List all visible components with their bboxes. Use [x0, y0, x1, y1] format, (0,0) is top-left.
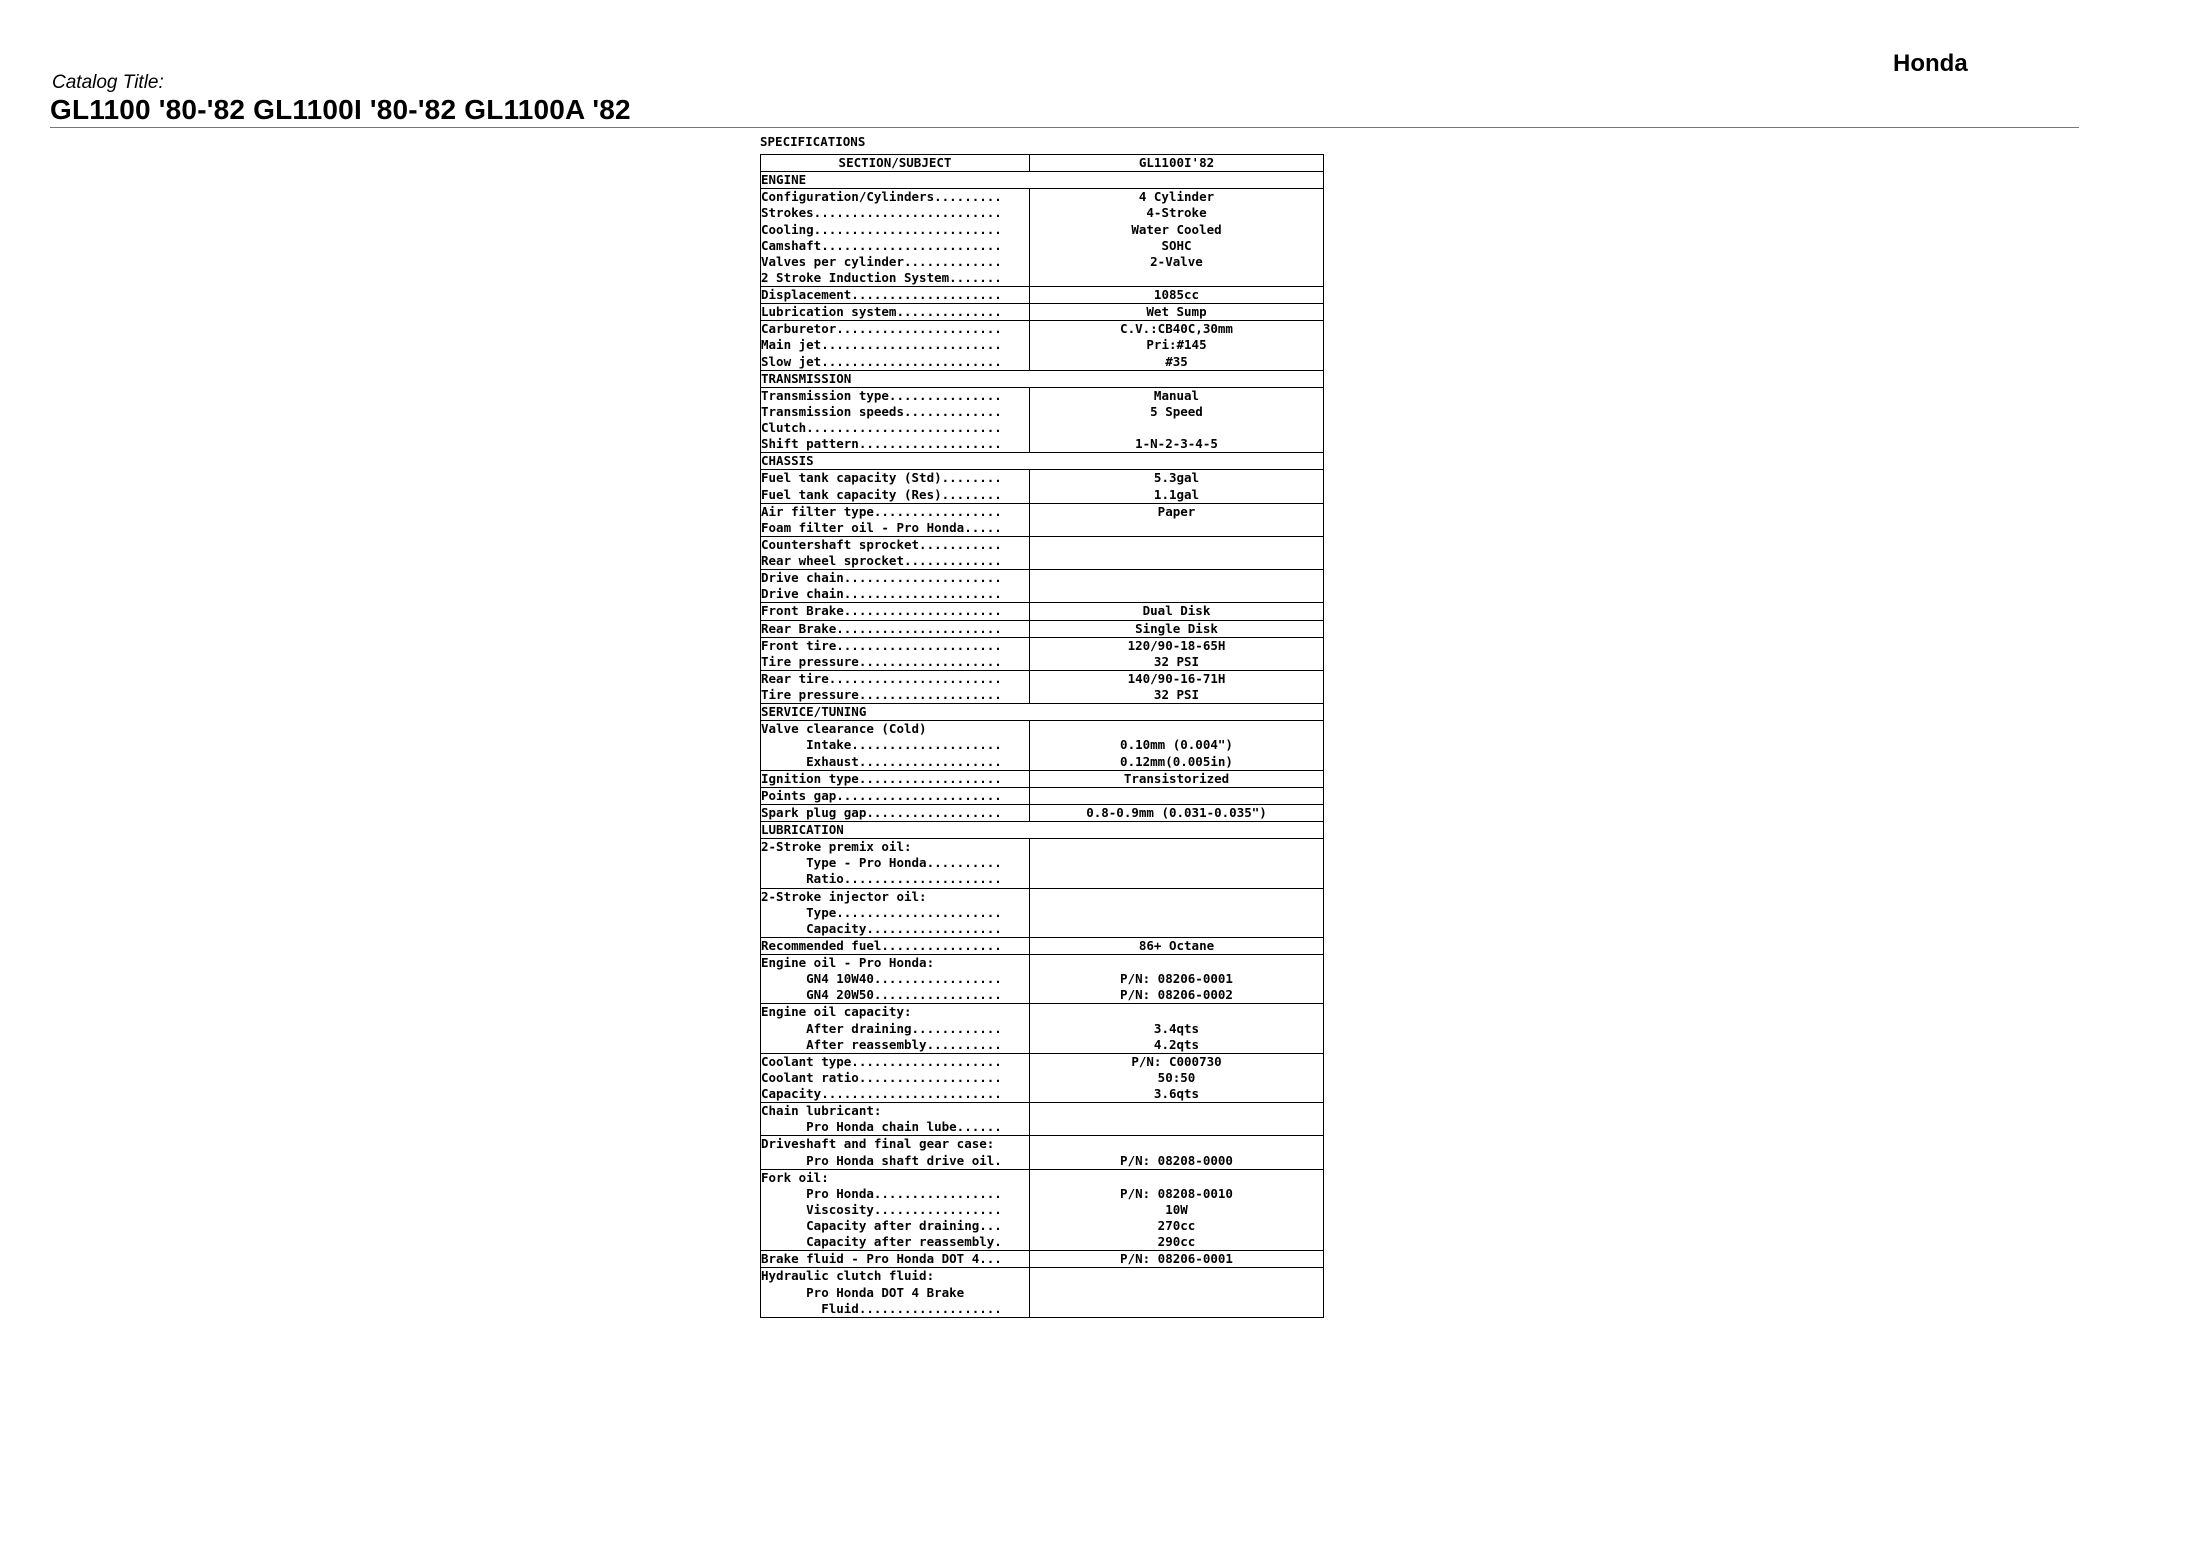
table-row [761, 287, 1324, 304]
table-row [761, 1136, 1324, 1153]
spec-label: Valve clearance (Cold) [761, 721, 1030, 738]
table-row [761, 404, 1324, 420]
spec-label: Pro Honda DOT 4 Brake [761, 1285, 1030, 1301]
table-row [761, 670, 1324, 687]
spec-value: P/N: 08206-0001 [1030, 971, 1324, 987]
spec-value [1030, 586, 1324, 603]
spec-label: Camshaft........................ [761, 238, 1030, 254]
spec-value: 10W [1030, 1202, 1324, 1218]
table-row [761, 620, 1324, 637]
spec-label: Drive chain..................... [761, 586, 1030, 603]
spec-label: Pro Honda................. [761, 1186, 1030, 1202]
table-row [761, 1268, 1324, 1285]
table-row [761, 536, 1324, 553]
spec-label: Engine oil - Pro Honda: [761, 955, 1030, 972]
table-row [761, 337, 1324, 353]
spec-label: Capacity.................. [761, 921, 1030, 938]
spec-label: Pro Honda chain lube...... [761, 1119, 1030, 1136]
table-row [761, 855, 1324, 871]
spec-label: Strokes......................... [761, 205, 1030, 221]
spec-value [1030, 871, 1324, 888]
spec-label: Tire pressure................... [761, 654, 1030, 671]
table-row [761, 754, 1324, 771]
table-row [761, 503, 1324, 520]
spec-value [1030, 1301, 1324, 1318]
table-row [761, 487, 1324, 504]
spec-label: Front tire...................... [761, 637, 1030, 654]
table-row [761, 1153, 1324, 1170]
table-row [761, 1021, 1324, 1037]
table-row [761, 189, 1324, 206]
spec-label: Spark plug gap.................. [761, 804, 1030, 821]
spec-label: Hydraulic clutch fluid: [761, 1268, 1030, 1285]
section-row [761, 370, 1324, 387]
spec-value: 86+ Octane [1030, 937, 1324, 954]
table-row [761, 420, 1324, 436]
spec-label: Slow jet........................ [761, 354, 1030, 371]
spec-label: After draining............ [761, 1021, 1030, 1037]
table-row [761, 270, 1324, 287]
spec-label: Main jet........................ [761, 337, 1030, 353]
table-header-row [761, 155, 1324, 172]
table-row [761, 1251, 1324, 1268]
spec-value: P/N: C000730 [1030, 1053, 1324, 1070]
spec-value [1030, 1268, 1324, 1285]
spec-label: Transmission type............... [761, 387, 1030, 404]
spec-value: 2-Valve [1030, 254, 1324, 270]
table-row [761, 1103, 1324, 1120]
spec-label: Rear wheel sprocket............. [761, 553, 1030, 570]
spec-label: 2-Stroke premix oil: [761, 839, 1030, 856]
table-row [761, 987, 1324, 1004]
spec-label: Transmission speeds............. [761, 404, 1030, 420]
spec-label: Exhaust................... [761, 754, 1030, 771]
spec-label: Fluid................... [761, 1301, 1030, 1318]
spec-label: Foam filter oil - Pro Honda..... [761, 520, 1030, 537]
spec-label: Front Brake..................... [761, 603, 1030, 620]
spec-label: 2 Stroke Induction System....... [761, 270, 1030, 287]
table-row [761, 937, 1324, 954]
spec-value: P/N: 08206-0002 [1030, 987, 1324, 1004]
table-row [761, 586, 1324, 603]
spec-value: P/N: 08208-0010 [1030, 1186, 1324, 1202]
table-row [761, 905, 1324, 921]
table-row [761, 770, 1324, 787]
table-row [761, 321, 1324, 338]
column-header-model: GL1100I'82 [1030, 155, 1324, 172]
table-row [761, 354, 1324, 371]
spec-value: 120/90-18-65H [1030, 637, 1324, 654]
spec-label: Drive chain..................... [761, 570, 1030, 587]
spec-label: GN4 10W40................. [761, 971, 1030, 987]
section-row [761, 822, 1324, 839]
spec-value: Paper [1030, 503, 1324, 520]
spec-value: Single Disk [1030, 620, 1324, 637]
spec-value: Water Cooled [1030, 222, 1324, 238]
spec-label: Recommended fuel................ [761, 937, 1030, 954]
spec-value: Wet Sump [1030, 304, 1324, 321]
spec-label: Fork oil: [761, 1169, 1030, 1186]
section-row [761, 453, 1324, 470]
spec-label: Cooling......................... [761, 222, 1030, 238]
table-row [761, 603, 1324, 620]
table-row [761, 470, 1324, 487]
spec-label: Clutch.......................... [761, 420, 1030, 436]
section-title: TRANSMISSION [761, 370, 1324, 387]
spec-label: GN4 20W50................. [761, 987, 1030, 1004]
section-title: CHASSIS [761, 453, 1324, 470]
spec-value: 4 Cylinder [1030, 189, 1324, 206]
table-row [761, 1301, 1324, 1318]
table-row [761, 637, 1324, 654]
catalog-title-label: Catalog Title: [52, 72, 164, 93]
spec-value [1030, 1169, 1324, 1186]
spec-value [1030, 955, 1324, 972]
table-row [761, 804, 1324, 821]
table-row [761, 971, 1324, 987]
table-row [761, 238, 1324, 254]
spec-value [1030, 420, 1324, 436]
spec-value: 0.12mm(0.005in) [1030, 754, 1324, 771]
section-title: SERVICE/TUNING [761, 704, 1324, 721]
spec-value: 50:50 [1030, 1070, 1324, 1086]
spec-value: Transistorized [1030, 770, 1324, 787]
spec-value: 4.2qts [1030, 1037, 1324, 1054]
brand-name: Honda [1893, 50, 1968, 77]
spec-label: Rear Brake...................... [761, 620, 1030, 637]
specifications-table [760, 154, 1324, 1318]
spec-value [1030, 888, 1324, 905]
table-row [761, 1218, 1324, 1234]
spec-value: Manual [1030, 387, 1324, 404]
spec-value: P/N: 08206-0001 [1030, 1251, 1324, 1268]
spec-value [1030, 1136, 1324, 1153]
section-title: LUBRICATION [761, 822, 1324, 839]
table-row [761, 1004, 1324, 1021]
spec-value: 5.3gal [1030, 470, 1324, 487]
table-row [761, 1186, 1324, 1202]
table-row [761, 304, 1324, 321]
table-row [761, 839, 1324, 856]
header-divider [50, 127, 2079, 128]
catalog-title: GL1100 '80-'82 GL1100I '80-'82 GL1100A '82 [50, 94, 631, 125]
table-row [761, 1053, 1324, 1070]
spec-label: Displacement.................... [761, 287, 1030, 304]
spec-label: Ratio..................... [761, 871, 1030, 888]
spec-label: Capacity........................ [761, 1086, 1030, 1103]
specifications-heading: SPECIFICATIONS [760, 134, 866, 149]
spec-label: Coolant ratio................... [761, 1070, 1030, 1086]
spec-value [1030, 1285, 1324, 1301]
table-row [761, 570, 1324, 587]
table-row [761, 787, 1324, 804]
section-title: ENGINE [761, 172, 1324, 189]
table-row [761, 436, 1324, 453]
table-row [761, 553, 1324, 570]
table-row [761, 737, 1324, 753]
spec-label: Ignition type................... [761, 770, 1030, 787]
table-row [761, 1285, 1324, 1301]
spec-value: SOHC [1030, 238, 1324, 254]
spec-value: Pri:#145 [1030, 337, 1324, 353]
spec-label: Configuration/Cylinders......... [761, 189, 1030, 206]
spec-label: Rear tire....................... [761, 670, 1030, 687]
table-row [761, 654, 1324, 671]
spec-label: Intake.................... [761, 737, 1030, 753]
table-row [761, 254, 1324, 270]
spec-value: #35 [1030, 354, 1324, 371]
spec-label: 2-Stroke injector oil: [761, 888, 1030, 905]
spec-label: Countershaft sprocket........... [761, 536, 1030, 553]
spec-label: Pro Honda shaft drive oil. [761, 1153, 1030, 1170]
table-row [761, 520, 1324, 537]
spec-value [1030, 787, 1324, 804]
spec-label: Points gap...................... [761, 787, 1030, 804]
spec-label: Brake fluid - Pro Honda DOT 4... [761, 1251, 1030, 1268]
spec-label: Type - Pro Honda.......... [761, 855, 1030, 871]
table-row [761, 1037, 1324, 1054]
table-row [761, 888, 1324, 905]
spec-label: Driveshaft and final gear case: [761, 1136, 1030, 1153]
table-row [761, 222, 1324, 238]
spec-label: Carburetor...................... [761, 321, 1030, 338]
spec-value [1030, 855, 1324, 871]
spec-value [1030, 520, 1324, 537]
table-row [761, 1070, 1324, 1086]
spec-value: 3.4qts [1030, 1021, 1324, 1037]
spec-label: Tire pressure................... [761, 687, 1030, 704]
spec-value: 1-N-2-3-4-5 [1030, 436, 1324, 453]
spec-value [1030, 536, 1324, 553]
spec-value: 32 PSI [1030, 654, 1324, 671]
table-row [761, 687, 1324, 704]
spec-label: After reassembly.......... [761, 1037, 1030, 1054]
table-row [761, 1086, 1324, 1103]
spec-value: 0.10mm (0.004") [1030, 737, 1324, 753]
spec-value [1030, 1004, 1324, 1021]
spec-value [1030, 921, 1324, 938]
spec-value [1030, 905, 1324, 921]
spec-value: 1.1gal [1030, 487, 1324, 504]
spec-label: Lubrication system.............. [761, 304, 1030, 321]
spec-label: Coolant type.................... [761, 1053, 1030, 1070]
spec-label: Chain lubricant: [761, 1103, 1030, 1120]
spec-value [1030, 1103, 1324, 1120]
table-row [761, 1119, 1324, 1136]
spec-value [1030, 721, 1324, 738]
column-header-subject: SECTION/SUBJECT [761, 155, 1030, 172]
spec-value: 140/90-16-71H [1030, 670, 1324, 687]
table-row [761, 721, 1324, 738]
spec-label: Capacity after draining... [761, 1218, 1030, 1234]
spec-label: Capacity after reassembly. [761, 1234, 1030, 1251]
table-row [761, 1169, 1324, 1186]
table-row [761, 921, 1324, 938]
spec-value: 5 Speed [1030, 404, 1324, 420]
spec-value: 4-Stroke [1030, 205, 1324, 221]
spec-value: 1085cc [1030, 287, 1324, 304]
spec-value: 3.6qts [1030, 1086, 1324, 1103]
spec-label: Engine oil capacity: [761, 1004, 1030, 1021]
section-row [761, 172, 1324, 189]
spec-label: Fuel tank capacity (Res)........ [761, 487, 1030, 504]
spec-value: 290cc [1030, 1234, 1324, 1251]
spec-label: Valves per cylinder............. [761, 254, 1030, 270]
table-row [761, 1234, 1324, 1251]
table-row [761, 205, 1324, 221]
spec-value [1030, 270, 1324, 287]
spec-value: 32 PSI [1030, 687, 1324, 704]
table-row [761, 387, 1324, 404]
spec-value: C.V.:CB40C,30mm [1030, 321, 1324, 338]
spec-label: Type...................... [761, 905, 1030, 921]
table-row [761, 1202, 1324, 1218]
spec-label: Viscosity................. [761, 1202, 1030, 1218]
spec-value: 0.8-0.9mm (0.031-0.035") [1030, 804, 1324, 821]
spec-value: Dual Disk [1030, 603, 1324, 620]
spec-value [1030, 1119, 1324, 1136]
spec-label: Air filter type................. [761, 503, 1030, 520]
spec-value [1030, 570, 1324, 587]
section-row [761, 704, 1324, 721]
spec-value: P/N: 08208-0000 [1030, 1153, 1324, 1170]
spec-value [1030, 839, 1324, 856]
table-row [761, 955, 1324, 972]
spec-value: 270cc [1030, 1218, 1324, 1234]
spec-label: Shift pattern................... [761, 436, 1030, 453]
spec-value [1030, 553, 1324, 570]
spec-label: Fuel tank capacity (Std)........ [761, 470, 1030, 487]
table-row [761, 871, 1324, 888]
